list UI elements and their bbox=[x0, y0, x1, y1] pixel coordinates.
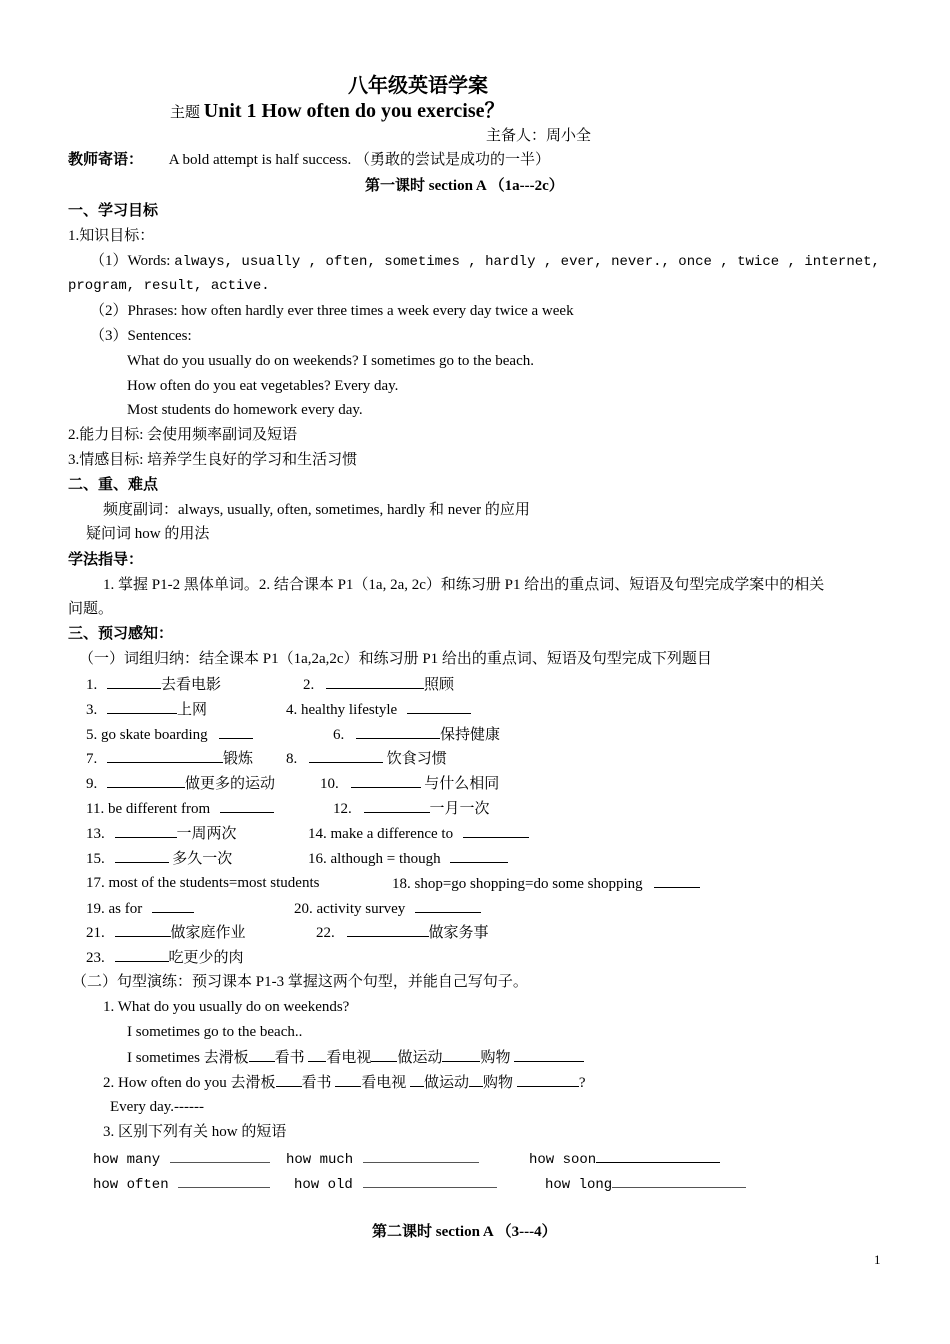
blank-23[interactable] bbox=[115, 947, 169, 962]
section-1-heading: 一、学习目标 bbox=[68, 203, 159, 219]
answer-2: Every day.------ bbox=[110, 1099, 204, 1115]
motto-text: A bold attempt is half success. （勇敢的尝试是成功的一半） bbox=[168, 152, 550, 168]
item-16: 16. although = though bbox=[308, 848, 508, 869]
how-soon: how soon bbox=[529, 1152, 597, 1168]
blank-how-old[interactable] bbox=[363, 1173, 497, 1188]
sentence-1: What do you usually do on weekends? I sometimes go to the beach. bbox=[127, 353, 534, 369]
item-3: 3. 上网 bbox=[86, 699, 207, 720]
question-1: 1. What do you usually do on weekends? bbox=[103, 999, 350, 1015]
knowledge-goal: 1.知识目标： bbox=[68, 228, 155, 244]
words-line-1 bbox=[90, 251, 880, 272]
item-9: 9. 做更多的运动 bbox=[86, 773, 275, 794]
lesson-2-heading: 第二课时 section A （3---4） bbox=[372, 1224, 557, 1240]
item-21: 21. 做家庭作业 bbox=[86, 922, 246, 943]
blank-how-many[interactable] bbox=[170, 1148, 270, 1163]
item-10: 10. 与什么相同 bbox=[320, 773, 499, 794]
part-1-intro: （一）词组归纳：结全课本 P1（1a,2a,2c）和练习册 P1 给出的重点词、短语及句型完成下列题目 bbox=[79, 651, 712, 667]
blank-q2-4[interactable] bbox=[469, 1072, 483, 1087]
words-list-2: program, result, active. bbox=[68, 278, 270, 294]
item-20: 20. activity survey bbox=[294, 898, 481, 919]
blank-4[interactable] bbox=[407, 699, 471, 714]
item-2: 2. 照顾 bbox=[303, 674, 454, 695]
item-4: 4. healthy lifestyle bbox=[286, 699, 471, 720]
topic-line bbox=[170, 101, 504, 123]
blank-9[interactable] bbox=[107, 773, 185, 788]
item-7: 7. 锻炼 bbox=[86, 748, 253, 769]
item-11: 11. be different from bbox=[86, 798, 274, 819]
question-3: 3. 区别下列有关 how 的短语 bbox=[103, 1124, 287, 1140]
phrases-line: （2）Phrases: how often hardly ever three times a week every day twice a week bbox=[90, 303, 574, 319]
keypoint-2: 疑问词 how 的用法 bbox=[86, 526, 210, 542]
blank-16[interactable] bbox=[450, 848, 508, 863]
blank-7[interactable] bbox=[107, 748, 223, 763]
how-row-1 bbox=[93, 1148, 270, 1170]
part-2-intro: （二）句型演练：预习课本 P1-3 掌握这两个句型，并能自己写句子。 bbox=[72, 974, 528, 990]
blank-11[interactable] bbox=[220, 798, 274, 813]
blank-10[interactable] bbox=[351, 773, 421, 788]
blank-12[interactable] bbox=[364, 798, 430, 813]
how-row-2c bbox=[545, 1173, 746, 1195]
how-long: how long bbox=[545, 1177, 613, 1193]
blank-14[interactable] bbox=[463, 823, 529, 838]
blank-2[interactable] bbox=[326, 674, 424, 689]
blank-15[interactable] bbox=[115, 848, 169, 863]
how-row-2b bbox=[294, 1173, 497, 1195]
item-6: 6. 保持健康 bbox=[333, 724, 500, 745]
blank-18[interactable] bbox=[654, 873, 700, 888]
ability-goal: 2.能力目标: 会使用频率副词及短语 bbox=[68, 427, 298, 443]
words-label: （1）Words: bbox=[90, 253, 175, 269]
item-19: 19. as for bbox=[86, 898, 194, 919]
motto-line bbox=[68, 150, 550, 170]
topic-title: Unit 1 How often do you exercise？ bbox=[203, 100, 505, 122]
item-18: 18. shop=go shopping=do some shopping bbox=[392, 873, 700, 894]
blank-20[interactable] bbox=[415, 898, 481, 913]
item-22: 22. 做家务事 bbox=[316, 922, 489, 943]
how-old: how old bbox=[294, 1177, 353, 1193]
section-2-heading: 二、重、难点 bbox=[68, 477, 159, 493]
blank-how-long[interactable] bbox=[612, 1173, 746, 1188]
doc-title: 八年级英语学案 bbox=[348, 75, 488, 97]
blank-q2-2[interactable] bbox=[335, 1072, 361, 1087]
blank-q2-1[interactable] bbox=[276, 1072, 302, 1087]
item-5: 5. go skate boarding bbox=[86, 724, 253, 745]
item-17: 17. most of the students=most students bbox=[86, 875, 320, 891]
how-row-2 bbox=[93, 1173, 270, 1195]
how-often: how often bbox=[93, 1177, 169, 1193]
item-15: 15. 多久一次 bbox=[86, 848, 232, 869]
item-12: 12. 一月一次 bbox=[333, 798, 490, 819]
how-row-1b bbox=[286, 1148, 479, 1170]
section-3-heading: 三、预习感知： bbox=[68, 626, 174, 642]
sentences-label: （3）Sentences: bbox=[90, 328, 192, 344]
author: 主备人：周小全 bbox=[486, 128, 592, 144]
item-14: 14. make a difference to bbox=[308, 823, 529, 844]
words-list-1: always, usually , often, sometimes , hardly , ever, never., once , twice , internet, bbox=[174, 254, 880, 270]
blank-q1-1[interactable] bbox=[249, 1047, 275, 1062]
method-line-1: 1. 掌握 P1-2 黑体单词。2. 结合课本 P1（1a, 2a, 2c）和练习册 P1 给出的重点词、短语及句型完成学案中的相关 bbox=[103, 577, 825, 593]
blank-22[interactable] bbox=[347, 922, 429, 937]
blank-q2-3[interactable] bbox=[410, 1072, 424, 1087]
sentence-2: How often do you eat vegetables? Every day. bbox=[127, 378, 399, 394]
how-row-1c bbox=[529, 1148, 720, 1170]
emotion-goal: 3.情感目标: 培养学生良好的学习和生活习惯 bbox=[68, 452, 358, 468]
blank-q1-3[interactable] bbox=[371, 1047, 397, 1062]
how-much: how much bbox=[286, 1152, 354, 1168]
topic-prefix: 主题 bbox=[170, 105, 201, 121]
lesson-1-heading: 第一课时 section A （1a---2c） bbox=[365, 178, 564, 194]
sentence-3: Most students do homework every day. bbox=[127, 402, 363, 418]
blank-13[interactable] bbox=[115, 823, 177, 838]
blank-1[interactable] bbox=[107, 674, 161, 689]
blank-q1-5[interactable] bbox=[514, 1047, 584, 1062]
blank-q1-2[interactable] bbox=[308, 1047, 326, 1062]
blank-how-much[interactable] bbox=[363, 1148, 479, 1163]
blank-6[interactable] bbox=[356, 724, 440, 739]
blank-19[interactable] bbox=[152, 898, 194, 913]
blank-how-often[interactable] bbox=[178, 1173, 270, 1188]
blank-8[interactable] bbox=[309, 748, 383, 763]
blank-21[interactable] bbox=[115, 922, 171, 937]
how-many: how many bbox=[93, 1152, 161, 1168]
blank-how-soon[interactable] bbox=[596, 1148, 720, 1163]
blank-q1-4[interactable] bbox=[442, 1047, 480, 1062]
blank-5[interactable] bbox=[219, 724, 253, 739]
keypoint-1: 频度副词：always, usually, often, sometimes, hardly 和 never 的应用 bbox=[103, 502, 530, 518]
answer-1b: I sometimes 去滑板 看书 看电视 做运动 购物 bbox=[127, 1047, 584, 1068]
question-2: 2. How often do you 去滑板 看书 看电视 做运动 购物 ? bbox=[103, 1072, 585, 1093]
blank-q2-5[interactable] bbox=[517, 1072, 579, 1087]
method-line-2: 问题。 bbox=[68, 601, 114, 617]
item-8: 8. 饮食习惯 bbox=[286, 748, 447, 769]
method-heading: 学法指导： bbox=[68, 552, 144, 568]
blank-3[interactable] bbox=[107, 699, 177, 714]
item-23: 23. 吃更少的肉 bbox=[86, 947, 244, 968]
item-1: 1. 去看电影 bbox=[86, 674, 221, 695]
page-number: 1 bbox=[874, 1252, 881, 1267]
answer-1a: I sometimes go to the beach.. bbox=[127, 1024, 303, 1040]
motto-label: 教师寄语： bbox=[68, 152, 144, 168]
item-13: 13. 一周两次 bbox=[86, 823, 237, 844]
